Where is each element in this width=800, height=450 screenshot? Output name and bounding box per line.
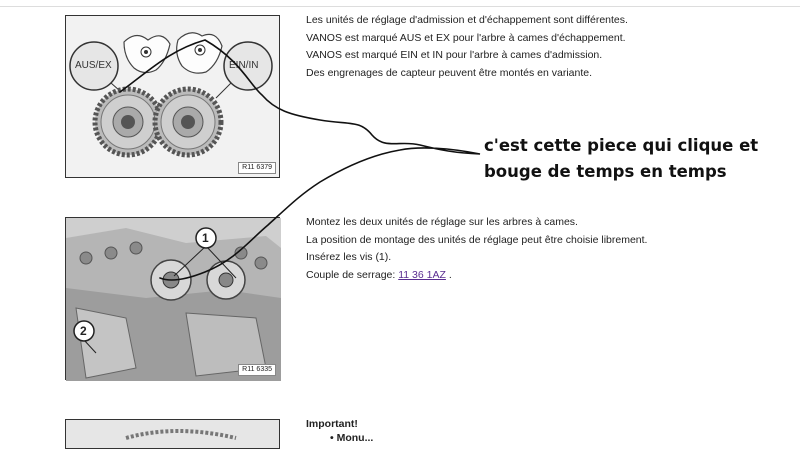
figure-reference: R11 6335 xyxy=(238,364,276,376)
torque-end: . xyxy=(445,268,452,281)
text-line: La position de montage des unités de réglage peut être choisie librement. xyxy=(306,233,648,246)
exhaust-label: AUS/EX xyxy=(75,60,112,71)
callout-1: 1 xyxy=(202,231,209,245)
mounting-instructions xyxy=(306,214,647,284)
torque-spec-link[interactable]: 11 36 1AZ xyxy=(398,268,446,281)
annotation-line-1: c'est cette piece qui clique et xyxy=(484,136,759,155)
engine-head-illustration xyxy=(66,218,281,381)
next-step-illustration xyxy=(66,420,281,450)
vanos-units-illustration xyxy=(66,16,281,179)
text-line: Des engrenages de capteur peuvent être montés en variante. xyxy=(306,66,593,79)
important-heading: Important! xyxy=(306,418,358,430)
annotation-line-2: bouge de temps en temps xyxy=(484,162,727,181)
torque-label: Couple de serrage: xyxy=(306,268,399,281)
top-divider xyxy=(0,6,800,7)
vanos-units-figure xyxy=(65,15,280,178)
important-cut-text: • Monu... xyxy=(330,432,374,444)
intake-label: EIN/IN xyxy=(229,60,259,71)
text-line: VANOS est marqué AUS et EX pour l'arbre à cames d'échappement. xyxy=(306,31,626,44)
text-line: Montez les deux unités de réglage sur les arbres à cames. xyxy=(306,216,578,228)
torque-line xyxy=(306,267,647,285)
next-step-figure xyxy=(65,419,280,449)
vanos-description xyxy=(306,12,628,82)
callout-2: 2 xyxy=(80,324,87,338)
engine-head-figure xyxy=(65,217,280,380)
text-line: Les unités de réglage d'admission et d'échappement sont différentes. xyxy=(306,14,628,26)
text-line: Insérez les vis (1). xyxy=(306,251,392,263)
figure-reference: R11 6379 xyxy=(238,162,276,174)
text-line: VANOS est marqué EIN et IN pour l'arbre à cames d'admission. xyxy=(306,49,603,61)
